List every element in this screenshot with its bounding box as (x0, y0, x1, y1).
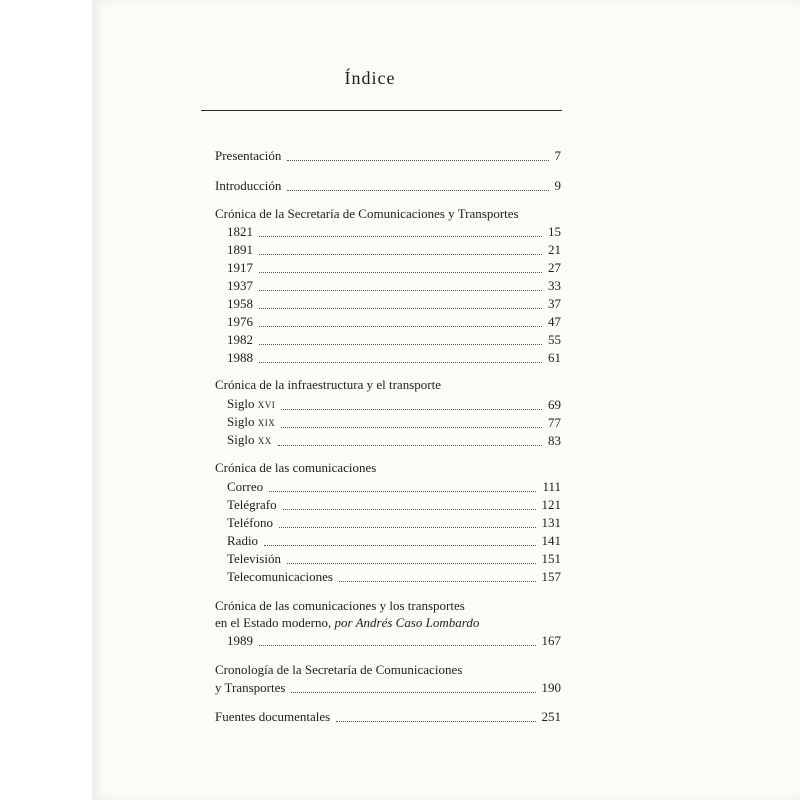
entry-label: 1958 (227, 296, 253, 311)
entry-label: Radio (227, 533, 259, 548)
entry-label: 1917 (227, 260, 253, 275)
dot-leader (281, 409, 542, 410)
dot-leader (259, 236, 542, 237)
entry-label: Fuentes documentales (215, 709, 331, 724)
entry-label: Correo (227, 479, 264, 494)
toc-entry (227, 313, 561, 331)
heading-text: en el Estado moderno, (215, 615, 332, 630)
toc-entry (227, 241, 561, 259)
toc-entry-introduccion (215, 177, 561, 195)
entry-page: 157 (541, 569, 561, 584)
entry-label: Telecomunicaciones (227, 569, 333, 584)
entry-page: 7 (554, 148, 561, 163)
toc-entry (227, 414, 561, 432)
toc-entry (227, 277, 561, 295)
roman-numeral: XX (257, 436, 272, 446)
siglo-word: Siglo (227, 432, 255, 447)
toc-entry (227, 478, 561, 496)
section-heading-cronologia: Cronología de la Secretaría de Comunicaciones (215, 662, 463, 677)
entry-label: Teléfono (227, 515, 274, 530)
dot-leader (281, 427, 542, 428)
section-heading-estado-line1: Crónica de las comunicaciones y los transportes (215, 598, 465, 613)
dot-leader (259, 272, 542, 273)
dot-leader (287, 563, 536, 564)
entry-label: 1988 (227, 350, 253, 365)
entry-page: 167 (541, 633, 561, 648)
toc-entry (227, 432, 561, 450)
page-title: Índice (344, 68, 396, 88)
toc-entry (227, 349, 561, 367)
entry-page: 83 (548, 433, 561, 448)
entry-page: 121 (541, 497, 561, 512)
dot-leader (259, 254, 542, 255)
entry-label (227, 431, 272, 450)
entry-label: Telégrafo (227, 497, 277, 512)
toc-entry (227, 223, 561, 241)
dot-leader (259, 308, 542, 309)
entry-page: 37 (548, 296, 561, 311)
entry-page: 141 (541, 533, 561, 548)
dot-leader (279, 527, 535, 528)
siglo-word: Siglo (227, 414, 255, 429)
entry-page: 9 (554, 178, 561, 193)
entry-label: 1821 (227, 224, 253, 239)
dot-leader (278, 445, 542, 446)
toc-entry-fuentes (215, 708, 561, 726)
toc-entry-presentacion (215, 147, 561, 165)
entry-label: Introducción (215, 178, 282, 193)
entry-label: y Transportes (215, 680, 286, 695)
entry-label: 1891 (227, 242, 253, 257)
entry-page: 111 (542, 479, 561, 494)
toc-entry (227, 550, 561, 568)
dot-leader (259, 290, 542, 291)
dot-leader (339, 581, 536, 582)
entry-label: Presentación (215, 148, 282, 163)
entry-page: 77 (548, 415, 561, 430)
dot-leader (291, 692, 535, 693)
toc-entry (227, 295, 561, 313)
dot-leader (287, 190, 548, 191)
entry-label: Televisión (227, 551, 281, 566)
dot-leader (287, 160, 548, 161)
toc-entry (227, 568, 561, 586)
toc-entry (227, 259, 561, 277)
dot-leader (259, 344, 542, 345)
entry-page: 131 (541, 515, 561, 530)
entry-page: 21 (548, 242, 561, 257)
entry-label (227, 395, 275, 414)
entry-page: 15 (548, 224, 561, 239)
author-name: por Andrés Caso Lombardo (334, 615, 480, 630)
entry-page: 55 (548, 332, 561, 347)
entry-label: 1982 (227, 332, 253, 347)
toc-entry (227, 514, 561, 532)
toc-entry (227, 532, 561, 550)
entry-label: 1937 (227, 278, 253, 293)
toc-entry (227, 396, 561, 414)
entry-page: 27 (548, 260, 561, 275)
entry-page: 47 (548, 314, 561, 329)
dot-leader (264, 545, 535, 546)
dot-leader (336, 721, 535, 722)
dot-leader (269, 491, 536, 492)
roman-numeral: XVI (257, 400, 276, 410)
entry-label: 1976 (227, 314, 253, 329)
entry-label: 1989 (227, 633, 253, 648)
toc-entry (227, 496, 561, 514)
toc-entry (227, 331, 561, 349)
siglo-word: Siglo (227, 396, 255, 411)
entry-page: 190 (541, 680, 561, 695)
roman-numeral: XIX (257, 418, 276, 428)
section-heading-sct: Crónica de la Secretaría de Comunicaciones y Transportes (215, 206, 519, 221)
entry-page: 33 (548, 278, 561, 293)
section-heading-infra: Crónica de la infraestructura y el transporte (215, 377, 441, 392)
section-heading-comms: Crónica de las comunicaciones (215, 460, 377, 475)
toc-entry-cronologia (215, 679, 561, 697)
dot-leader (283, 509, 536, 510)
dot-leader (259, 645, 536, 646)
section-heading-estado-line2 (215, 614, 479, 632)
toc-entry-1989 (227, 632, 561, 650)
dot-leader (259, 326, 542, 327)
dot-leader (259, 362, 542, 363)
entry-page: 251 (541, 709, 561, 724)
entry-page: 151 (541, 551, 561, 566)
entry-label (227, 413, 275, 432)
entry-page: 61 (548, 350, 561, 365)
entry-page: 69 (548, 397, 561, 412)
